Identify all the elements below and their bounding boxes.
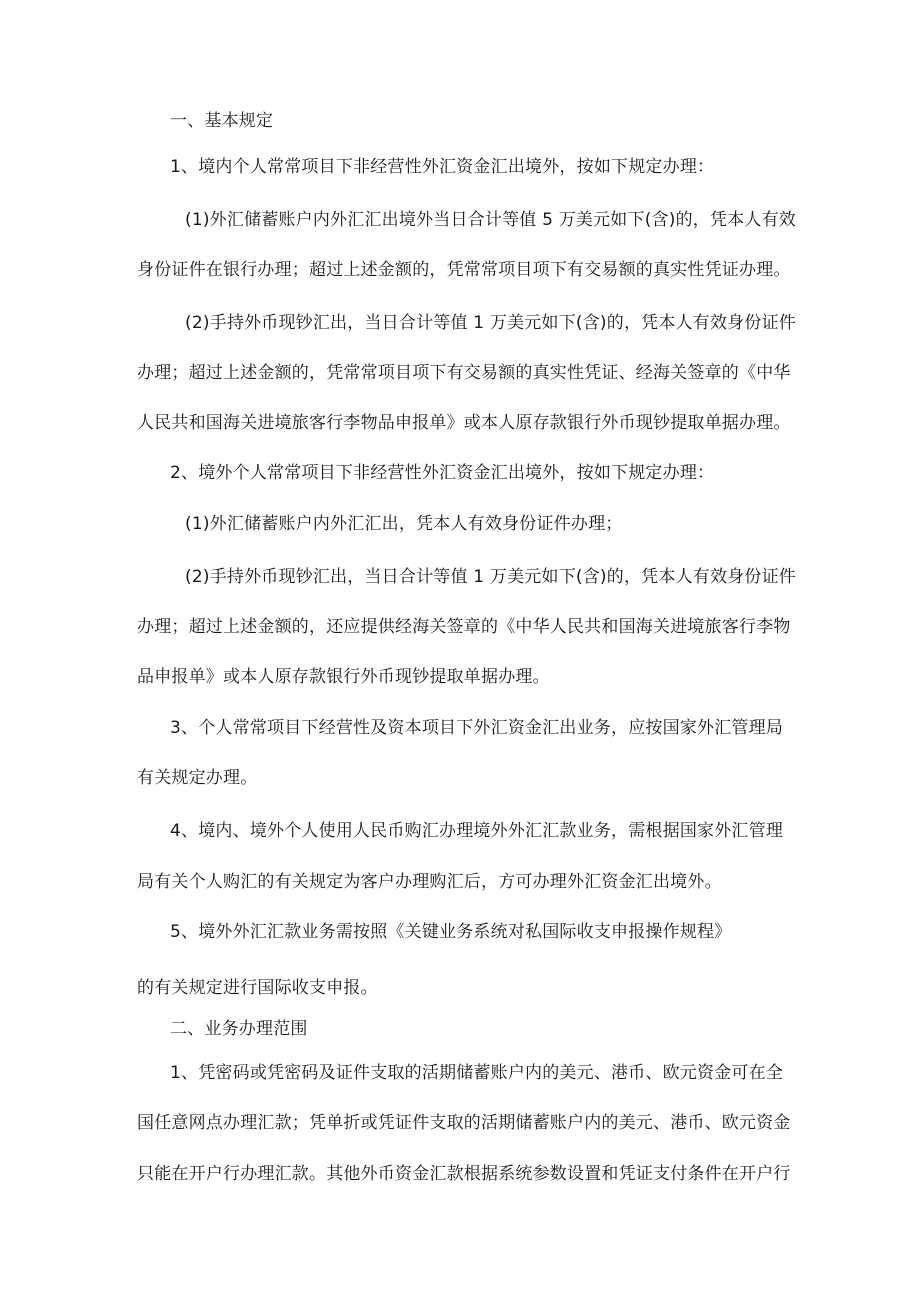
item4-line1: 4、境内、境外个人使用人民币购汇办理境外外汇汇款业务，需根据国家外汇管理 (170, 821, 784, 841)
item5-line2: 的有关规定进行国际收支申报。 (137, 978, 378, 998)
sec2-item1-line2: 国任意网点办理汇款；凭单折或凭证件支取的活期储蓄账户内的美元、港币、欧元资金 (137, 1113, 791, 1133)
section-heading-basic-rules: 一、基本规定 (170, 111, 274, 131)
item1-para2-line3: 人民共和国海关进境旅客行李物品申报单》或本人原存款银行外币现钞提取单据办理。 (137, 413, 791, 433)
item5-line1: 5、境外外汇汇款业务需按照《关键业务系统对私国际收支申报操作规程》 (170, 922, 732, 942)
sec2-item1-line1: 1、凭密码或凭密码及证件支取的活期储蓄账户内的美元、港币、欧元资金可在全 (170, 1063, 784, 1083)
item2-intro: 2、境外个人常常项目下非经营性外汇资金汇出境外，按如下规定办理： (170, 463, 715, 483)
item1-para1-line2: 身份证件在银行办理；超过上述金额的，凭常常项目项下有交易额的真实性凭证办理。 (137, 260, 791, 280)
item2-para2-line1: (2)手持外币现钞汇出，当日合计等值 1 万美元如下(含)的，凭本人有效身份证件 (185, 567, 796, 587)
item4-line2: 局有关个人购汇的有关规定为客户办理购汇后，方可办理外汇资金汇出境外。 (137, 872, 722, 892)
sec2-item1-line3: 只能在开户行办理汇款。其他外币资金汇款根据系统参数设置和凭证支付条件在开户行 (137, 1164, 791, 1184)
item3-line1: 3、个人常常项目下经营性及资本项目下外汇资金汇出业务，应按国家外汇管理局 (170, 718, 784, 738)
item1-para2-line2: 办理；超过上述金额的，凭常常项目项下有交易额的真实性凭证、经海关签章的《中华 (137, 363, 791, 383)
item1-intro: 1、境内个人常常项目下非经营性外汇资金汇出境外，按如下规定办理： (170, 157, 715, 177)
section-heading-business-scope: 二、业务办理范围 (170, 1019, 308, 1039)
item1-para2-line1: (2)手持外币现钞汇出，当日合计等值 1 万美元如下(含)的，凭本人有效身份证件 (185, 313, 796, 333)
item2-para2-line3: 品申报单》或本人原存款银行外币现钞提取单据办理。 (137, 667, 550, 687)
item1-para1-line1: (1)外汇储蓄账户内外汇汇出境外当日合计等值 5 万美元如下(含)的，凭本人有效 (185, 210, 796, 230)
item2-para2-line2: 办理；超过上述金额的，还应提供经海关签章的《中华人民共和国海关进境旅客行李物 (137, 617, 791, 637)
item2-para1: (1)外汇储蓄账户内外汇汇出，凭本人有效身份证件办理； (185, 514, 623, 534)
item3-line2: 有关规定办理。 (137, 768, 258, 788)
